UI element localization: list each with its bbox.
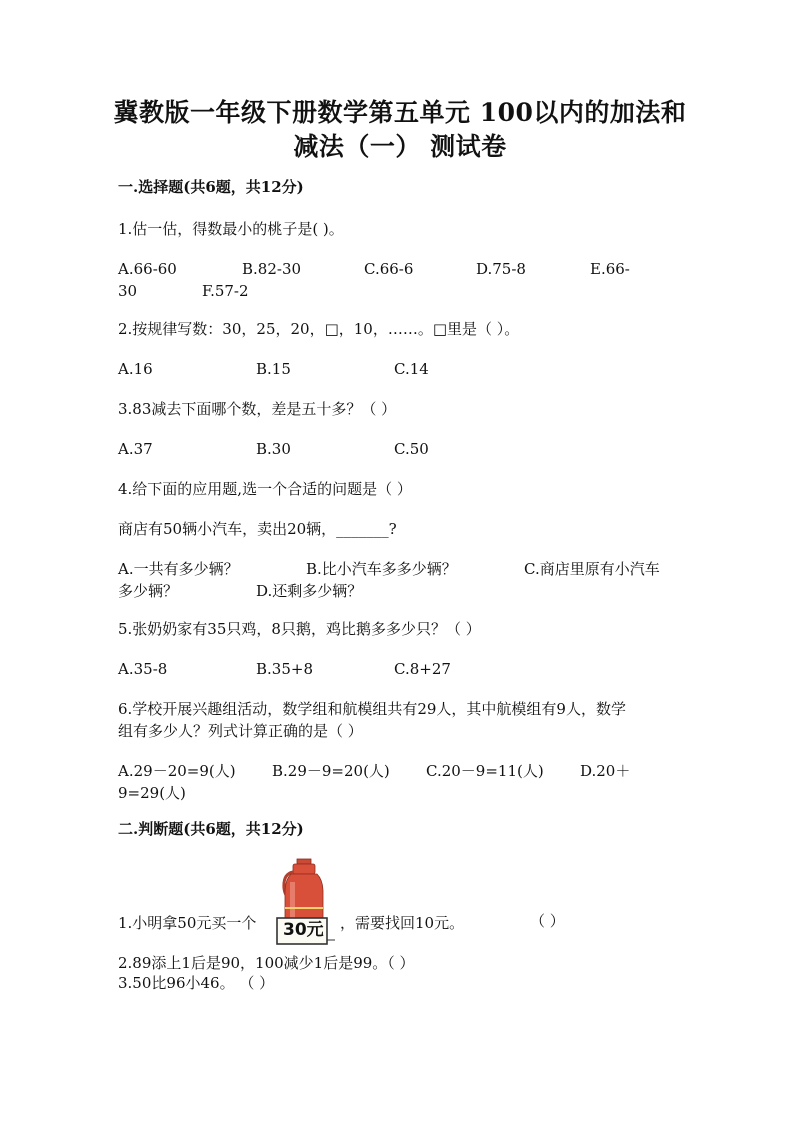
q2-option-a: A.16 [118, 360, 153, 378]
q6-option-a: A.29－20=9(人) [118, 762, 236, 780]
q1-option-b: B.82-30 [242, 260, 302, 278]
q6-option-d: D.20＋ [580, 762, 631, 780]
q2-option-c: C.14 [394, 360, 429, 378]
page-title-line1: 冀教版一年级下册数学第五单元 100以内的加法和 [113, 98, 687, 127]
q1-option-d: D.75-8 [476, 260, 526, 278]
q1-option-e: E.66- [590, 260, 630, 278]
q1-option-e-cont: 30 [118, 282, 138, 300]
q5-option-b: B.35+8 [256, 660, 313, 678]
q3-option-b: B.30 [256, 440, 291, 458]
q2-option-b: B.15 [256, 360, 291, 378]
q4-option-b: B.比小汽车多多少辆？ [306, 560, 457, 578]
question-1-stem: 1.估一估，得数最小的桃子是( )。 [118, 220, 344, 238]
q3-option-c: C.50 [394, 440, 429, 458]
section-heading-choice: 一.选择题(共6题，共12分) [118, 178, 304, 196]
q1-option-f: F.57-2 [202, 282, 249, 300]
judge-2-stem: 2.89添上1后是90，100减少1后是99。（ ） [118, 954, 415, 972]
judge-1-answer-paren: （ ） [530, 912, 565, 930]
q4-option-a: A.一共有多少辆？ [118, 560, 239, 578]
question-6-stem-line2: 组有多少人？列式计算正确的是（ ） [118, 722, 363, 740]
q1-option-a: A.66-60 [118, 260, 177, 278]
q5-option-c: C.8+27 [394, 660, 451, 678]
q6-option-d-cont: 9=29(人) [118, 784, 186, 802]
price-tag-text: 30元 [283, 920, 324, 940]
judge-3-stem: 3.50比96小46。 （ ） [118, 974, 275, 992]
q1-option-c: C.66-6 [364, 260, 414, 278]
q6-option-c: C.20－9=11(人) [426, 762, 544, 780]
judge-1-text-after: ，需要找回10元。 [340, 914, 465, 932]
q4-option-d: D.还剩多少辆？ [256, 582, 363, 600]
q3-option-a: A.37 [118, 440, 153, 458]
q5-option-a: A.35-8 [118, 660, 168, 678]
q6-option-b: B.29－9=20(人) [272, 762, 390, 780]
judge-1-text-before: 1.小明拿50元买一个 [118, 914, 257, 932]
question-6-stem-line1: 6.学校开展兴趣组活动，数学组和航模组共有29人，其中航模组有9人，数学 [118, 700, 626, 718]
q4-option-c: C.商店里原有小汽车 [524, 560, 660, 578]
question-4-sub: 商店有50辆小汽车，卖出20辆，_______? [118, 520, 397, 538]
question-5-stem: 5.张奶奶家有35只鸡，8只鹅，鸡比鹅多多少只？（ ） [118, 620, 481, 638]
thermos-price-image [275, 858, 337, 948]
page-title-line2: 减法（一） 测试卷 [293, 132, 507, 161]
q4-option-c-cont: 多少辆？ [118, 582, 179, 600]
question-4-stem: 4.给下面的应用题,选一个合适的问题是（ ） [118, 480, 412, 498]
question-3-stem: 3.83减去下面哪个数，差是五十多？（ ） [118, 400, 397, 418]
section-heading-judge: 二.判断题(共6题，共12分) [118, 820, 304, 838]
question-2-stem: 2.按规律写数：30，25，20，□，10，……。□里是（ ）。 [118, 320, 520, 338]
